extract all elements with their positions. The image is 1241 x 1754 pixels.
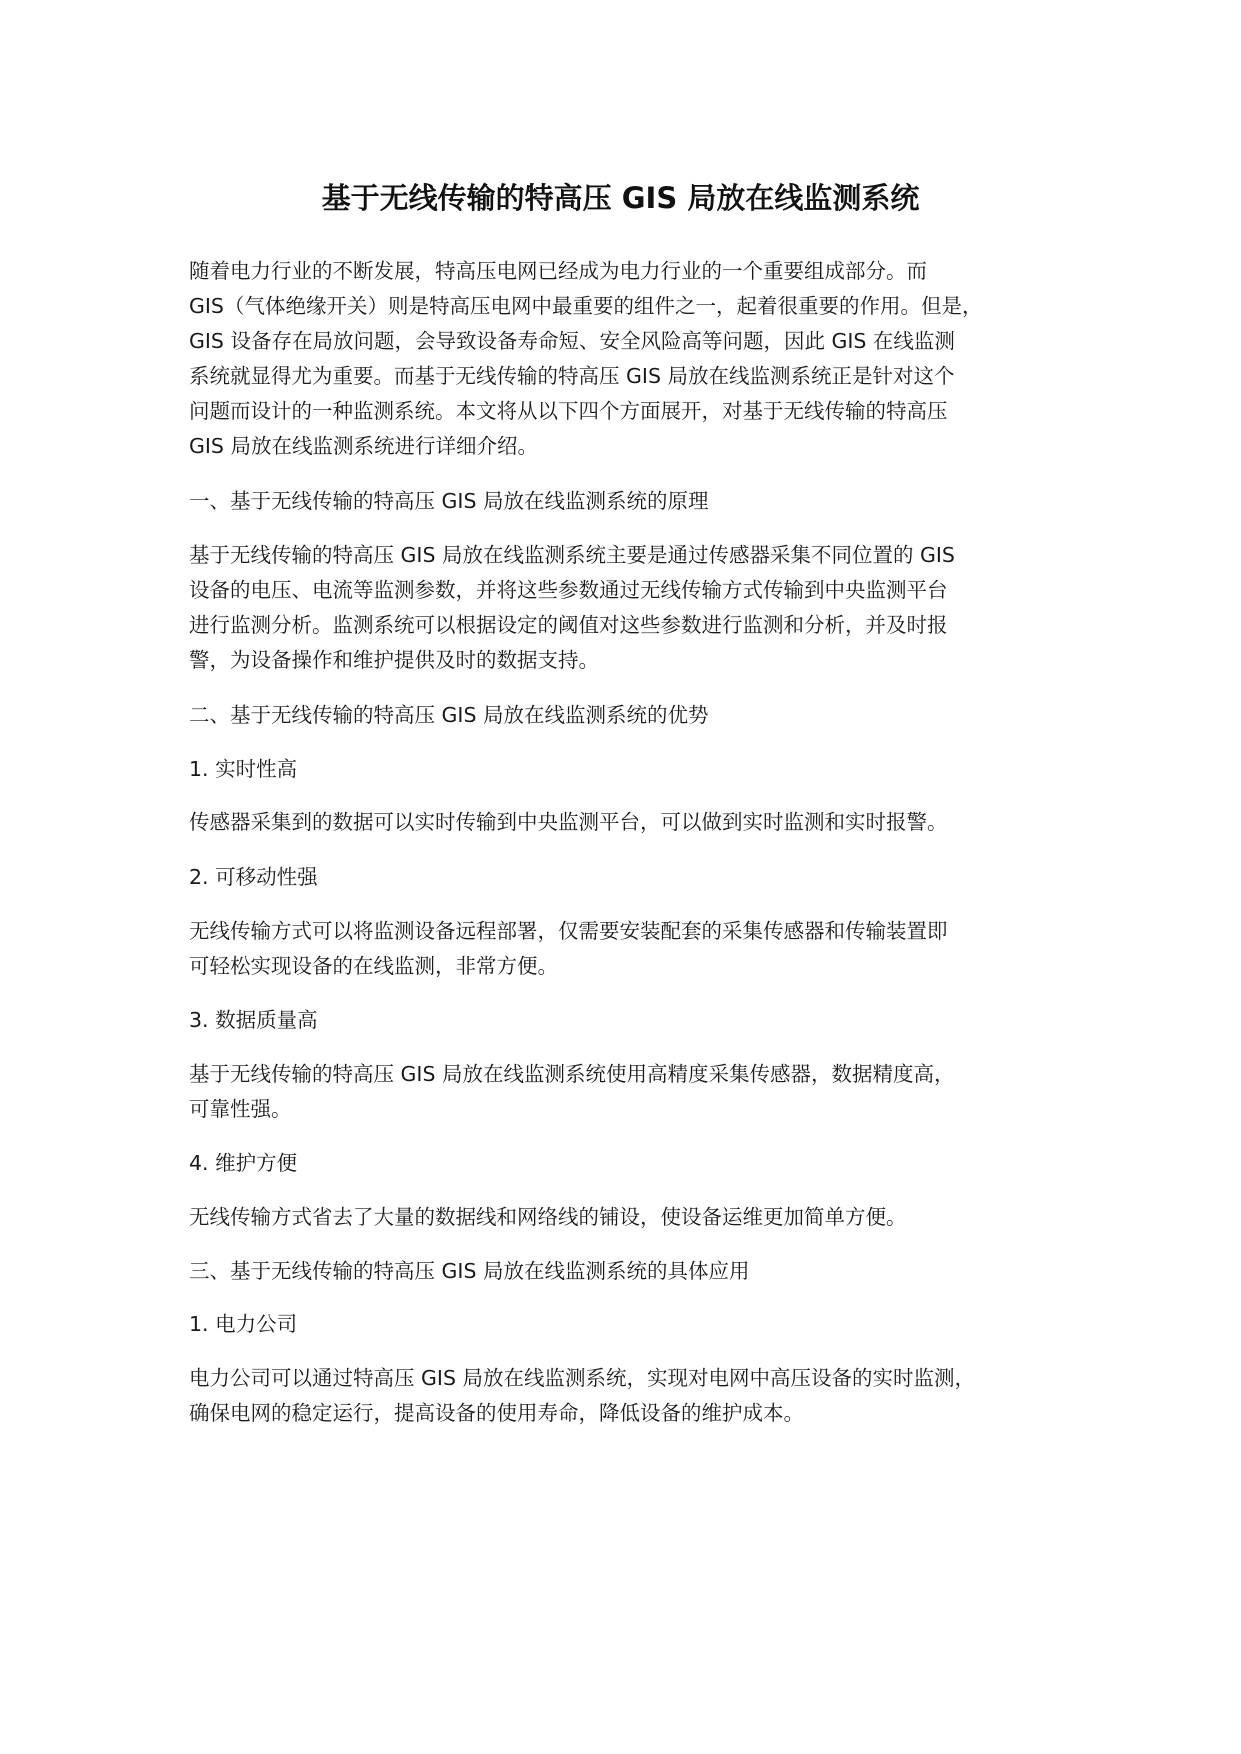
section3-item1-line-2: 确保电网的稳定运行，提高设备的使用寿命，降低设备的维护成本。 xyxy=(189,1401,804,1425)
section2-item4-line-1: 无线传输方式省去了大量的数据线和网络线的铺设，使设备运维更加简单方便。 xyxy=(189,1205,907,1229)
section2-item2-line-1: 无线传输方式可以将监测设备远程部署，仅需要安装配套的采集传感器和传输装置即 xyxy=(189,919,948,943)
section1-line-2: 设备的电压、电流等监测参数，并将这些参数通过无线传输方式传输到中央监测平台 xyxy=(189,578,948,602)
section1-line-3: 进行监测分析。监测系统可以根据设定的阈值对这些参数进行监测和分析，并及时报 xyxy=(189,613,948,637)
intro-line-5: 问题而设计的一种监测系统。本文将从以下四个方面展开，对基于无线传输的特高压 xyxy=(189,399,948,423)
intro-line-3: GIS 设备存在局放问题，会导致设备寿命短、安全风险高等问题，因此 GIS 在线监测 xyxy=(189,329,955,353)
section2-heading: 二、基于无线传输的特高压 GIS 局放在线监测系统的优势 xyxy=(189,703,709,727)
section1-heading: 一、基于无线传输的特高压 GIS 局放在线监测系统的原理 xyxy=(189,489,709,513)
section2-item3-line-2: 可靠性强。 xyxy=(189,1097,292,1121)
section2-item1-line-1: 传感器采集到的数据可以实时传输到中央监测平台，可以做到实时监测和实时报警。 xyxy=(189,810,948,834)
intro-line-6: GIS 局放在线监测系统进行详细介绍。 xyxy=(189,434,538,458)
intro-line-1: 随着电力行业的不断发展，特高压电网已经成为电力行业的一个重要组成部分。而 xyxy=(189,259,927,283)
section3-heading: 三、基于无线传输的特高压 GIS 局放在线监测系统的具体应用 xyxy=(189,1259,750,1283)
section1-line-4: 警，为设备操作和维护提供及时的数据支持。 xyxy=(189,648,599,672)
section3-item1-line-1: 电力公司可以通过特高压 GIS 局放在线监测系统，实现对电网中高压设备的实时监测， xyxy=(189,1366,975,1390)
section2-item2-heading: 2. 可移动性强 xyxy=(189,865,318,889)
section2-item3-line-1: 基于无线传输的特高压 GIS 局放在线监测系统使用高精度采集传感器，数据精度高， xyxy=(189,1062,955,1086)
section2-item1-heading: 1. 实时性高 xyxy=(189,757,298,781)
document-title: 基于无线传输的特高压 GIS 局放在线监测系统 xyxy=(321,181,920,215)
intro-line-4: 系统就显得尤为重要。而基于无线传输的特高压 GIS 局放在线监测系统正是针对这个 xyxy=(189,364,955,388)
section3-item1-heading: 1. 电力公司 xyxy=(189,1312,298,1336)
intro-line-2: GIS（气体绝缘开关）则是特高压电网中最重要的组件之一，起着很重要的作用。但是， xyxy=(189,294,983,318)
section2-item3-heading: 3. 数据质量高 xyxy=(189,1008,318,1032)
section1-line-1: 基于无线传输的特高压 GIS 局放在线监测系统主要是通过传感器采集不同位置的 GIS xyxy=(189,543,955,567)
section2-item4-heading: 4. 维护方便 xyxy=(189,1151,298,1175)
section2-item2-line-2: 可轻松实现设备的在线监测，非常方便。 xyxy=(189,954,558,978)
